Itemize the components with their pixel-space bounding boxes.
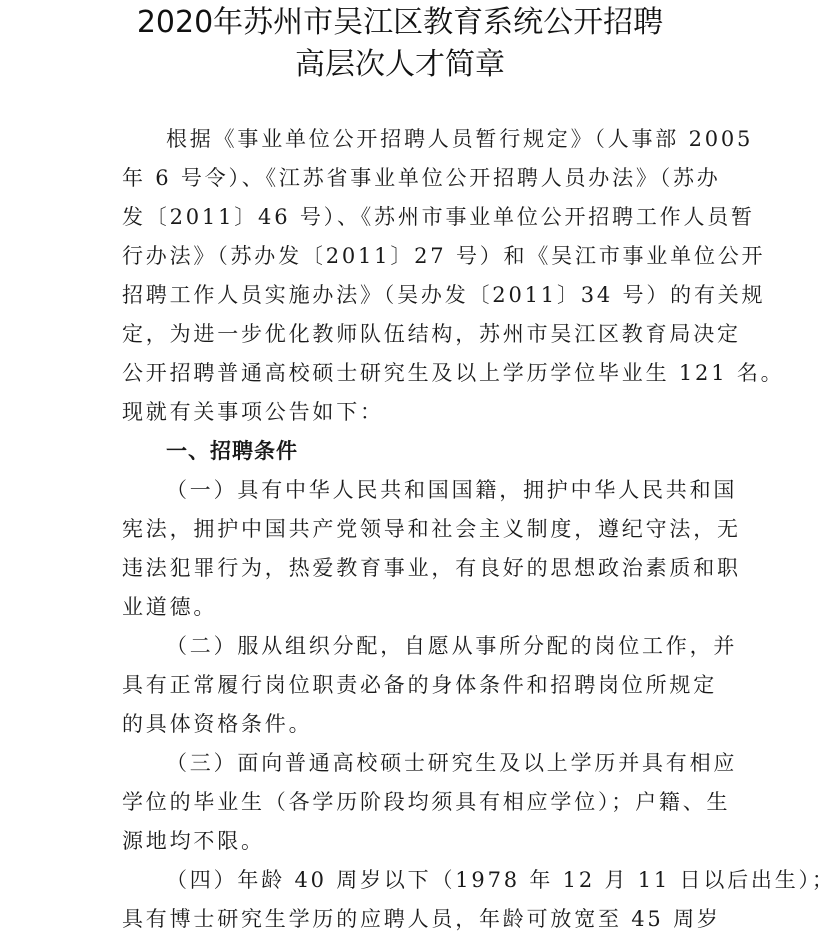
paragraph-line: 的具体资格条件。: [122, 712, 313, 736]
paragraph-line: 公开招聘普通高校硕士研究生及以上学历学位毕业生 121 名。: [122, 361, 785, 385]
paragraph-line: （一）具有中华人民共和国国籍，拥护中华人民共和国: [166, 478, 738, 502]
paragraph-line: 具有博士研究生学历的应聘人员，年龄可放宽至 45 周岁: [122, 907, 721, 931]
document-title-line-1: 2020年苏州市吴江区教育系统公开招聘: [136, 5, 664, 40]
paragraph-line: 现就有关事项公告如下：: [122, 400, 384, 424]
paragraph-line: 招聘工作人员实施办法》（吴办发〔2011〕34 号）的有关规: [122, 283, 766, 307]
paragraph-line: 学位的毕业生（各学历阶段均须具有相应学位）；户籍、生: [122, 790, 731, 814]
paragraph-line: 宪法，拥护中国共产党领导和社会主义制度，遵纪守法，无: [122, 517, 741, 541]
section-heading: 一、招聘条件: [166, 439, 298, 463]
paragraph-line: 行办法》（苏办发〔2011〕27 号）和《吴江市事业单位公开: [122, 244, 766, 268]
paragraph-line: 违法犯罪行为，热爱教育事业，有良好的思想政治素质和职: [122, 556, 741, 580]
document-body: [122, 120, 836, 939]
paragraph-line: （三）面向普通高校硕士研究生及以上学历并具有相应: [166, 751, 738, 775]
paragraph-line: 根据《事业单位公开招聘人员暂行规定》（人事部 2005: [166, 127, 754, 151]
paragraph-line: 源地均不限。: [122, 829, 265, 853]
document-title-line-2: 高层次人才简章: [295, 47, 505, 82]
paragraph-line: （四）年龄 40 周岁以下（1978 年 12 月 11 日以后出生）；: [166, 868, 836, 892]
paragraph-line: 具有正常履行岗位职责必备的身体条件和招聘岗位所规定: [122, 673, 717, 697]
paragraph-line: 年 6 号令）、《江苏省事业单位公开招聘人员办法》（苏办: [122, 166, 721, 190]
paragraph-line: 发〔2011〕46 号）、《苏州市事业单位公开招聘工作人员暂: [122, 205, 755, 229]
paragraph-line: （二）服从组织分配，自愿从事所分配的岗位工作，并: [166, 634, 738, 658]
paragraph-line: 业道德。: [122, 595, 218, 619]
paragraph-line: 定，为进一步优化教师队伍结构，苏州市吴江区教育局决定: [122, 322, 741, 346]
